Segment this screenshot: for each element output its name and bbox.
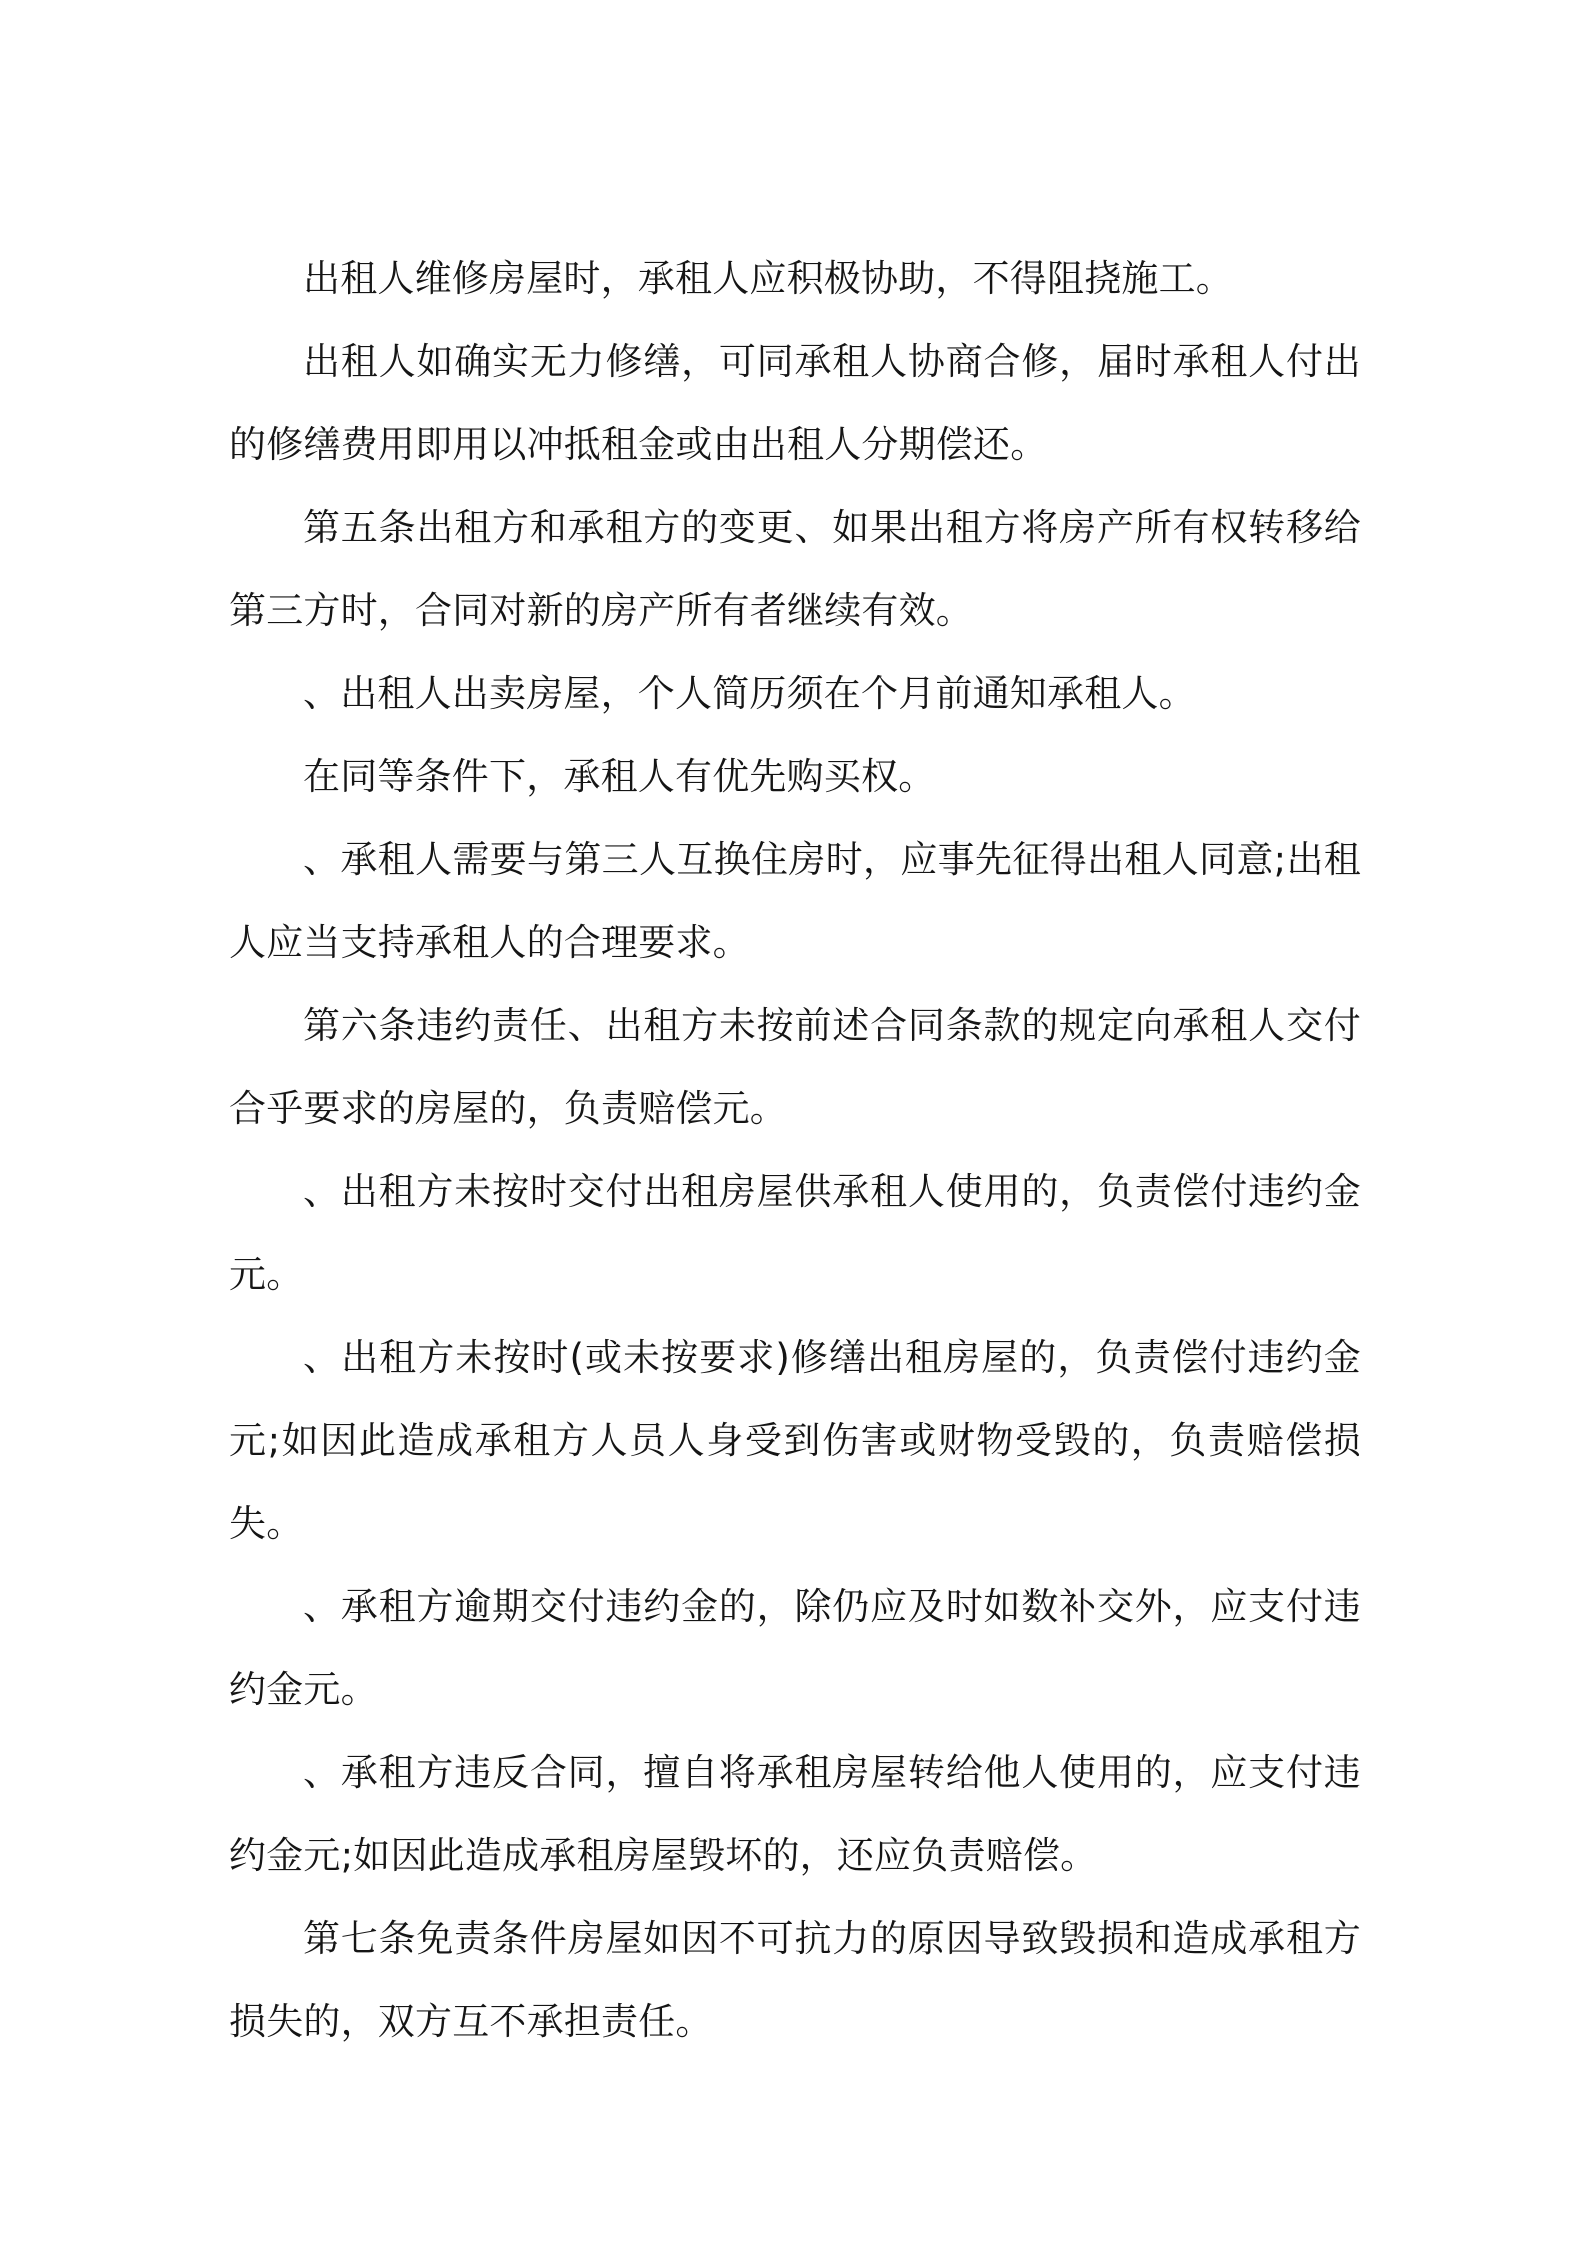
paragraph: 第五条出租方和承租方的变更、如果出租方将房产所有权转移给第三方时，合同对新的房产所有者继续有效。 — [229, 506, 1361, 632]
paragraph: 在同等条件下，承租人有优先购买权。 — [303, 755, 936, 798]
paragraph: 出租人如确实无力修缮，可同承租人协商合修，届时承租人付出的修缮费用即用以冲抵租金或由出租人分期偿还。 — [229, 340, 1361, 466]
paragraph: 、承租方逾期交付违约金的，除仍应及时如数补交外，应支付违约金元。 — [229, 1585, 1361, 1711]
paragraph: 第六条违约责任、出租方未按前述合同条款的规定向承租人交付合乎要求的房屋的，负责赔偿元。 — [229, 1004, 1361, 1130]
paragraph: 、承租人需要与第三人互换住房时，应事先征得出租人同意;出租人应当支持承租人的合理要求。 — [229, 838, 1361, 964]
document-body — [229, 237, 1361, 2063]
paragraph: 出租人维修房屋时，承租人应积极协助，不得阻挠施工。 — [303, 257, 1233, 300]
paragraph: 、出租方未按时交付出租房屋供承租人使用的，负责偿付违约金元。 — [229, 1170, 1361, 1296]
paragraph: 、出租人出卖房屋，个人简历须在个月前通知承租人。 — [303, 672, 1196, 715]
paragraph: 、承租方违反合同，擅自将承租房屋转给他人使用的，应支付违约金元;如因此造成承租房屋毁坏的，还应负责赔偿。 — [229, 1751, 1361, 1877]
paragraph: 第七条免责条件房屋如因不可抗力的原因导致毁损和造成承租方损失的，双方互不承担责任。 — [229, 1917, 1361, 2043]
paragraph: 、出租方未按时(或未按要求)修缮出租房屋的，负责偿付违约金元;如因此造成承租方人员人身受到伤害或财物受毁的，负责赔偿损失。 — [229, 1336, 1361, 1545]
